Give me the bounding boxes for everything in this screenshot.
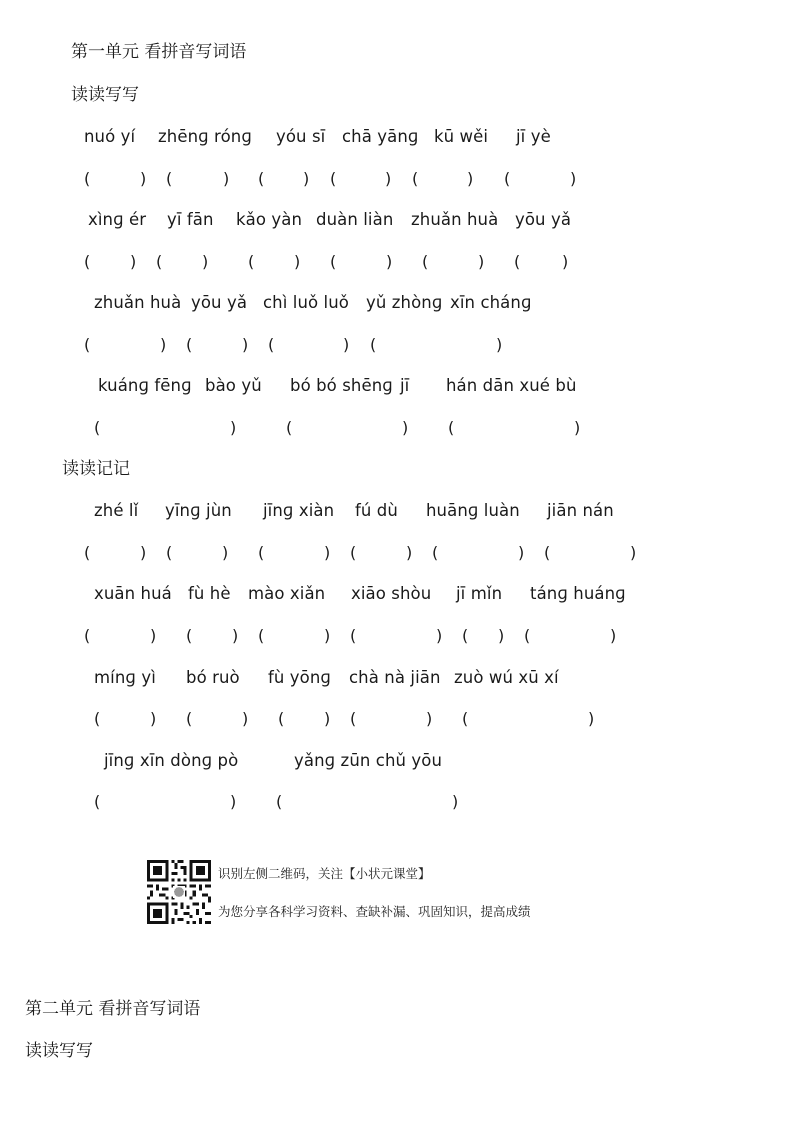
answer-bracket-close: ) [630, 543, 637, 562]
answer-bracket-open[interactable]: ( [514, 252, 521, 271]
answer-bracket-close: ) [343, 335, 350, 354]
answer-bracket-open[interactable]: ( [84, 626, 91, 645]
answer-bracket-close: ) [562, 252, 569, 271]
answer-bracket-close: ) [150, 709, 157, 728]
answer-bracket-open[interactable]: ( [350, 626, 357, 645]
answer-bracket-open[interactable]: ( [186, 626, 193, 645]
answer-bracket-open[interactable]: ( [84, 252, 91, 271]
pinyin-word: zhuǎn huà [411, 210, 499, 229]
answer-bracket-close: ) [570, 169, 577, 188]
pinyin-word: duàn liàn [316, 210, 394, 229]
answer-bracket-close: ) [498, 626, 505, 645]
answer-bracket-open[interactable]: ( [278, 709, 285, 728]
pinyin-word: jī mǐn [456, 584, 503, 603]
promo-text-line2: 为您分享各科学习资料、查缺补漏、巩固知识，提高成绩 [218, 904, 531, 919]
answer-bracket-open[interactable]: ( [350, 709, 357, 728]
pinyin-word: mínɡ yì [94, 668, 156, 687]
pinyin-word: yōu yǎ [191, 293, 248, 312]
pinyin-word: yóu sī [276, 127, 326, 146]
pinyin-word: nuó yí [84, 127, 136, 146]
answer-bracket-open[interactable]: ( [432, 543, 439, 562]
answer-bracket-open[interactable]: ( [186, 709, 193, 728]
answer-bracket-close: ) [150, 626, 157, 645]
promo-text-line1: 识别左侧二维码，关注【小状元课堂】 [218, 866, 431, 881]
answer-bracket-open[interactable]: ( [258, 626, 265, 645]
answer-bracket-open[interactable]: ( [462, 626, 469, 645]
pinyin-word: zhēnɡ rónɡ [158, 127, 252, 146]
answer-bracket-open[interactable]: ( [166, 543, 173, 562]
pinyin-word: yǎnɡ zūn chǔ yōu [294, 751, 443, 770]
answer-bracket-open[interactable]: ( [448, 418, 455, 437]
pinyin-word: chà nà jiān [349, 668, 441, 687]
answer-bracket-open[interactable]: ( [258, 169, 265, 188]
pinyin-word: yǔ zhònɡ [366, 293, 443, 312]
answer-bracket-open[interactable]: ( [422, 252, 429, 271]
pinyin-word: zhuǎn huà [94, 293, 182, 312]
answer-bracket-close: ) [436, 626, 443, 645]
pinyin-word: fú dù [355, 501, 398, 520]
answer-bracket-open[interactable]: ( [248, 252, 255, 271]
pinyin-word: bó ruò [186, 668, 240, 687]
answer-bracket-open[interactable]: ( [94, 418, 101, 437]
pinyin-word: xiāo shòu [351, 584, 432, 603]
pinyin-word: zhé lǐ [94, 501, 139, 520]
answer-bracket-close: ) [230, 792, 237, 811]
answer-bracket-close: ) [324, 626, 331, 645]
answer-bracket-close: ) [324, 543, 331, 562]
pinyin-word: jīnɡ xīn dònɡ pò [104, 751, 239, 770]
answer-bracket-open[interactable]: ( [462, 709, 469, 728]
answer-bracket-close: ) [588, 709, 595, 728]
answer-bracket-open[interactable]: ( [286, 418, 293, 437]
answer-bracket-close: ) [426, 709, 433, 728]
pinyin-word: hán dān xué bù [446, 376, 577, 395]
answer-bracket-open[interactable]: ( [94, 792, 101, 811]
answer-bracket-open[interactable]: ( [330, 169, 337, 188]
answer-bracket-close: ) [402, 418, 409, 437]
answer-bracket-close: ) [386, 252, 393, 271]
pinyin-word: xuān huá [94, 584, 172, 603]
answer-bracket-open[interactable]: ( [94, 709, 101, 728]
answer-bracket-close: ) [242, 335, 249, 354]
answer-bracket-close: ) [518, 543, 525, 562]
answer-bracket-close: ) [496, 335, 503, 354]
answer-bracket-close: ) [222, 543, 229, 562]
pinyin-word: jīnɡ xiàn [263, 501, 335, 520]
answer-bracket-open[interactable]: ( [330, 252, 337, 271]
answer-bracket-open[interactable]: ( [504, 169, 511, 188]
pinyin-word: kuánɡ fēnɡ [98, 376, 192, 395]
pinyin-word: tánɡ huánɡ [530, 584, 626, 603]
answer-bracket-open[interactable]: ( [156, 252, 163, 271]
answer-bracket-close: ) [223, 169, 230, 188]
section-heading-dudu-jiji: 读读记记 [62, 459, 130, 479]
pinyin-word: huānɡ luàn [426, 501, 520, 520]
pinyin-word: xīn chánɡ [450, 293, 532, 312]
pinyin-word: zuò wú xū xí [454, 668, 559, 687]
answer-bracket-open[interactable]: ( [84, 543, 91, 562]
pinyin-word: xìnɡ ér [88, 210, 147, 229]
pinyin-word: yōu yǎ [515, 210, 572, 229]
answer-bracket-open[interactable]: ( [84, 335, 91, 354]
answer-bracket-open[interactable]: ( [370, 335, 377, 354]
answer-bracket-close: ) [130, 252, 137, 271]
answer-bracket-close: ) [467, 169, 474, 188]
answer-bracket-open[interactable]: ( [544, 543, 551, 562]
answer-bracket-open[interactable]: ( [166, 169, 173, 188]
pinyin-word: bào yǔ [205, 376, 262, 395]
answer-bracket-close: ) [294, 252, 301, 271]
answer-bracket-open[interactable]: ( [84, 169, 91, 188]
answer-bracket-close: ) [160, 335, 167, 354]
answer-bracket-close: ) [140, 169, 147, 188]
pinyin-word: jī [400, 376, 410, 395]
answer-bracket-close: ) [140, 543, 147, 562]
pinyin-word: fù hè [188, 584, 231, 603]
section-heading-dudu-xiexie: 读读写写 [25, 1041, 93, 1061]
pinyin-word: jī yè [516, 127, 551, 146]
answer-bracket-open[interactable]: ( [258, 543, 265, 562]
pinyin-word: jiān nán [547, 501, 614, 520]
answer-bracket-close: ) [303, 169, 310, 188]
answer-bracket-open[interactable]: ( [524, 626, 531, 645]
pinyin-word: chā yānɡ [342, 127, 419, 146]
answer-bracket-close: ) [574, 418, 581, 437]
pinyin-word: mào xiǎn [248, 584, 326, 603]
pinyin-word: yī fān [167, 210, 214, 229]
pinyin-word: chì luǒ luǒ [263, 293, 349, 312]
pinyin-word: yīnɡ jùn [165, 501, 232, 520]
pinyin-word: kǎo yàn [236, 210, 303, 229]
unit1-title: 第一单元 看拼音写词语 [71, 42, 247, 62]
answer-bracket-open[interactable]: ( [350, 543, 357, 562]
answer-bracket-open[interactable]: ( [268, 335, 275, 354]
pinyin-word: bó bó shēnɡ [290, 376, 393, 395]
pinyin-word: fù yōnɡ [268, 668, 332, 687]
answer-bracket-close: ) [610, 626, 617, 645]
answer-bracket-close: ) [385, 169, 392, 188]
answer-bracket-close: ) [202, 252, 209, 271]
section-heading-dudu-xiexie: 读读写写 [71, 85, 139, 105]
pinyin-word: kū wěi [434, 127, 489, 146]
answer-bracket-open[interactable]: ( [186, 335, 193, 354]
answer-bracket-open[interactable]: ( [276, 792, 283, 811]
answer-bracket-close: ) [452, 792, 459, 811]
unit2-title: 第二单元 看拼音写词语 [25, 999, 201, 1019]
qr-code-icon[interactable] [147, 860, 211, 924]
answer-bracket-close: ) [324, 709, 331, 728]
answer-bracket-open[interactable]: ( [412, 169, 419, 188]
answer-bracket-close: ) [406, 543, 413, 562]
answer-bracket-close: ) [478, 252, 485, 271]
answer-bracket-close: ) [232, 626, 239, 645]
answer-bracket-close: ) [230, 418, 237, 437]
answer-bracket-close: ) [242, 709, 249, 728]
